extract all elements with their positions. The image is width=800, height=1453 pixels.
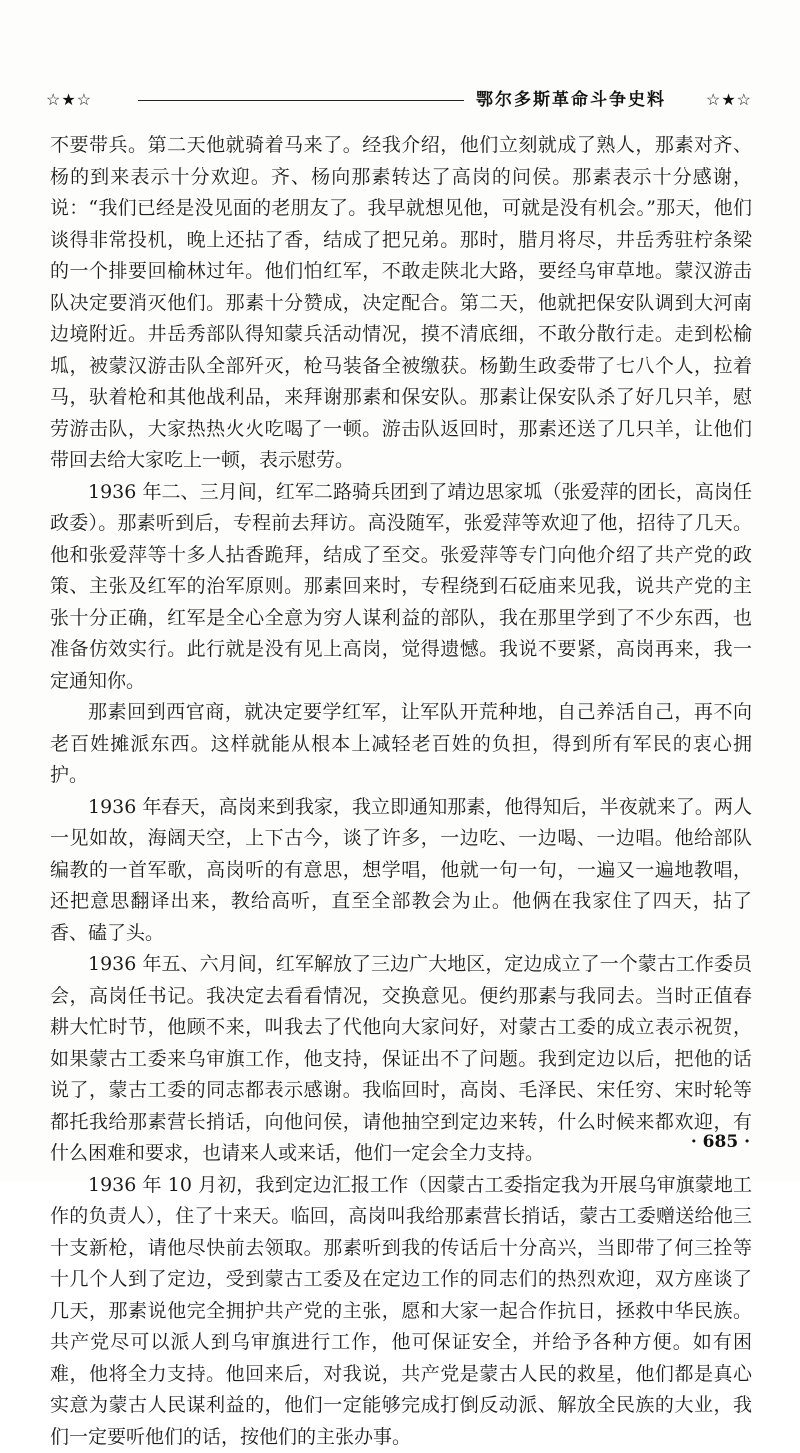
running-header [46, 86, 752, 116]
paragraph: 那素回到西官商，就决定要学红军，让军队开荒种地，自己养活自己，再不向老百姓摊派东西。这样就能从根本上减轻老百姓的负担，得到所有军民的衷心拥护。 [50, 697, 752, 792]
paragraph: 1936 年春天，高岗来到我家，我立即通知那素，他得知后，半夜就来了。两人一见如故，海阔天空，上下古今，谈了许多，一边吃、一边喝、一边唱。他给部队编教的一首军歌，高岗听的有意思，想学唱，他就一句一句，一遍又一遍地教唱，还把意思翻译出来，教给高听，直至全部教会为止。他俩在我家住了四天，拈了香、磕了头。 [50, 792, 752, 950]
header-rule [138, 100, 464, 101]
body-text [50, 130, 752, 1453]
stars-ornament-left: ☆★☆ [46, 90, 92, 110]
page-number: · 685 · [691, 1130, 750, 1154]
paragraph: 1936 年 10 月初，我到定边汇报工作（因蒙古工委指定我为开展乌审旗蒙地工作的负责人），住了十来天。临回，高岗叫我给那素营长捎话，蒙古工委赠送给他三十支新枪，请他尽快前去领取。那素听到我的传话后十分高兴，当即带了何三拴等十几个人到了定边，受到蒙古工委及在定边工作的同志们的热烈欢迎，双方座谈了几天，那素说他完全拥护共产党的主张，愿和大家一起合作抗日，拯救中华民族。共产党尽可以派人到乌审旗进行工作，他可保证安全，并给予各种方便。如有困难，他将全力支持。他回来后，对我说，共产党是蒙古人民的救星，他们都是真心实意为蒙古人民谋利益的，他们一定能够完成打倒反动派、解放全民族的大业，我们一定要听他们的话，按他们的主张办事。 [50, 1170, 752, 1453]
stars-ornament-right: ☆★☆ [706, 90, 752, 110]
book-title: 鄂尔多斯革命斗争史料 [476, 88, 666, 112]
paragraph: 1936 年二、三月间，红军二路骑兵团到了靖边思家坬（张爱萍的团长，高岗任政委）。那素听到后，专程前去拜访。高没随军，张爱萍等欢迎了他，招待了几天。他和张爱萍等十多人拈香跪拜，结成了至交。张爱萍等专门向他介绍了共产党的政策、主张及红军的治军原则。那素回来时，专程绕到石砭庙来见我，说共产党的主张十分正确，红军是全心全意为穷人谋利益的部队，我在那里学到了不少东西，也准备仿效实行。此行就是没有见上高岗，觉得遗憾。我说不要紧，高岗再来，我一定通知你。 [50, 477, 752, 698]
paragraph-continued: 不要带兵。第二天他就骑着马来了。经我介绍，他们立刻就成了熟人，那素对齐、杨的到来表示十分欢迎。齐、杨向那素转达了高岗的问侯。那素表示十分感谢，说：“我们已经是没见面的老朋友了。我早就想见他，可就是没有机会。”那天，他们谈得非常投机，晚上还拈了香，结成了把兄弟。那时，腊月将尽，井岳秀驻柠条梁的一个排要回榆林过年。他们怕红军，不敢走陕北大路，要经乌审草地。蒙汉游击队决定要消灭他们。那素十分赞成，决定配合。第二天，他就把保安队调到大河南边境附近。井岳秀部队得知蒙兵活动情况，摸不清底细，不敢分散行走。走到松榆坬，被蒙汉游击队全部歼灭，枪马装备全被缴获。杨勤生政委带了七八个人，拉着马，驮着枪和其他战利品，来拜谢那素和保安队。那素让保安队杀了好几只羊，慰劳游击队，大家热热火火吃喝了一顿。游击队返回时，那素还送了几只羊，让他们带回去给大家吃上一顿，表示慰劳。 [50, 130, 752, 477]
paragraph: 1936 年五、六月间，红军解放了三边广大地区，定边成立了一个蒙古工作委员会，高岗任书记。我决定去看看情况，交换意见。便约那素与我同去。当时正值春耕大忙时节，他顾不来，叫我去了代他向大家问好，对蒙古工委的成立表示祝贺，如果蒙古工委来乌审旗工作，他支持，保证出不了问题。我到定边以后，把他的话说了，蒙古工委的同志都表示感谢。我临回时，高岗、毛泽民、宋任穷、宋时轮等都托我给那素营长捎话，向他问侯，请他抽空到定边来转，什么时候来都欢迎，有什么困难和要求，也请来人或来话，他们一定会全力支持。 [50, 949, 752, 1170]
